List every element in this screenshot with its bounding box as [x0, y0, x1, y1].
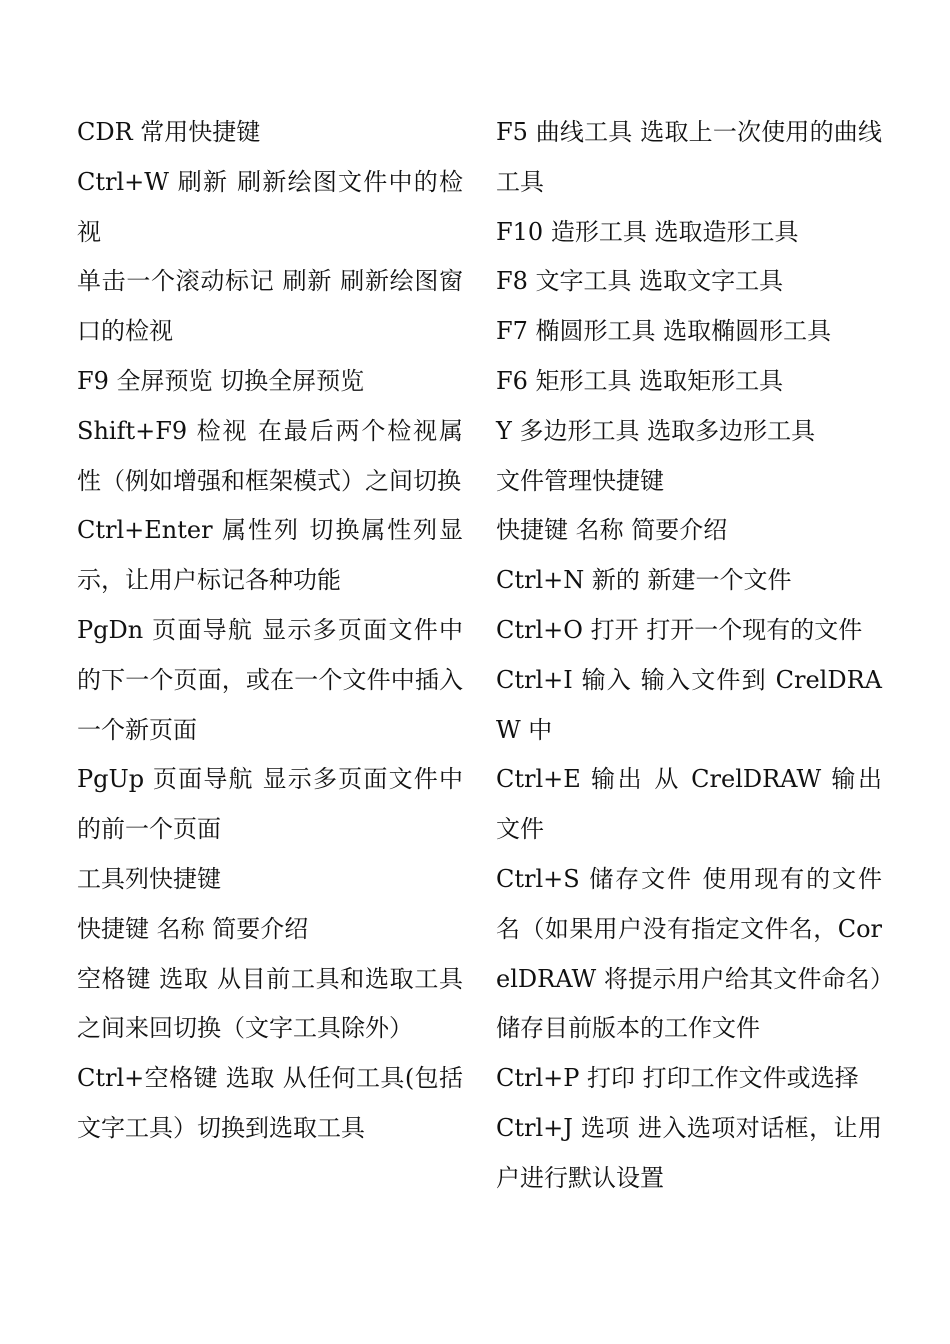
shortcut-ctrl-s: Ctrl+S 储存文件 使用现有的文件名（如果用户没有指定文件名，CorelDRAW 将提示用户给其文件命名）储存目前版本的工作文件 — [496, 864, 882, 1043]
table-header-toolbar: 快捷键 名称 简要介绍 — [77, 914, 309, 943]
shortcut-f9: F9 全屏预览 切换全屏预览 — [77, 366, 365, 395]
shortcut-ctrl-p: Ctrl+P 打印 打印工作文件或选择 — [496, 1064, 859, 1093]
shortcut-pgup: PgUp 页面导航 显示多页面文件中的前一个页面 — [77, 765, 463, 844]
shortcut-space: 空格键 选取 从目前工具和选取工具之间来回切换（文字工具除外） — [77, 964, 463, 1043]
shortcut-ctrl-j: Ctrl+J 选项 进入选项对话框，让用户进行默认设置 — [496, 1113, 882, 1192]
shortcut-ctrl-e: Ctrl+E 输出 从 CrelDRAW 输出文件 — [496, 765, 882, 844]
shortcut-shift-f9: Shift+F9 检视 在最后两个检视属性（例如增强和框架模式）之间切换 — [77, 416, 463, 495]
section-heading-file: 文件管理快捷键 — [496, 466, 664, 495]
shortcut-ctrl-o: Ctrl+O 打开 打开一个现有的文件 — [496, 615, 863, 644]
left-column — [77, 108, 463, 1154]
shortcut-pgdn: PgDn 页面导航 显示多页面文件中的下一个页面，或在一个文件中插入一个新页面 — [77, 615, 463, 744]
shortcut-scroll-marker: 单击一个滚动标记 刷新 刷新绘图窗口的检视 — [77, 267, 463, 346]
doc-title: CDR 常用快捷键 — [77, 118, 261, 146]
shortcut-ctrl-i: Ctrl+I 输入 输入文件到 CrelDRAW 中 — [496, 665, 882, 744]
shortcut-f5: F5 曲线工具 选取上一次使用的曲线工具 — [496, 118, 882, 196]
shortcut-ctrl-enter: Ctrl+Enter 属性列 切换属性列显示，让用户标记各种功能 — [77, 516, 463, 595]
shortcut-f7: F7 椭圆形工具 选取椭圆形工具 — [496, 317, 832, 346]
shortcut-f10: F10 造形工具 选取造形工具 — [496, 217, 799, 246]
shortcut-ctrl-n: Ctrl+N 新的 新建一个文件 — [496, 566, 792, 595]
right-column — [496, 108, 882, 1204]
shortcut-ctrl-space: Ctrl+空格键 选取 从任何工具(包括文字工具）切换到选取工具 — [77, 1064, 463, 1142]
shortcut-y: Y 多边形工具 选取多边形工具 — [496, 416, 816, 445]
shortcut-ctrl-w: Ctrl+W 刷新 刷新绘图文件中的检视 — [77, 167, 463, 246]
section-heading-toolbar: 工具列快捷键 — [77, 864, 221, 893]
shortcut-f6: F6 矩形工具 选取矩形工具 — [496, 366, 784, 395]
table-header-file: 快捷键 名称 简要介绍 — [496, 516, 728, 545]
shortcut-f8: F8 文字工具 选取文字工具 — [496, 267, 784, 296]
